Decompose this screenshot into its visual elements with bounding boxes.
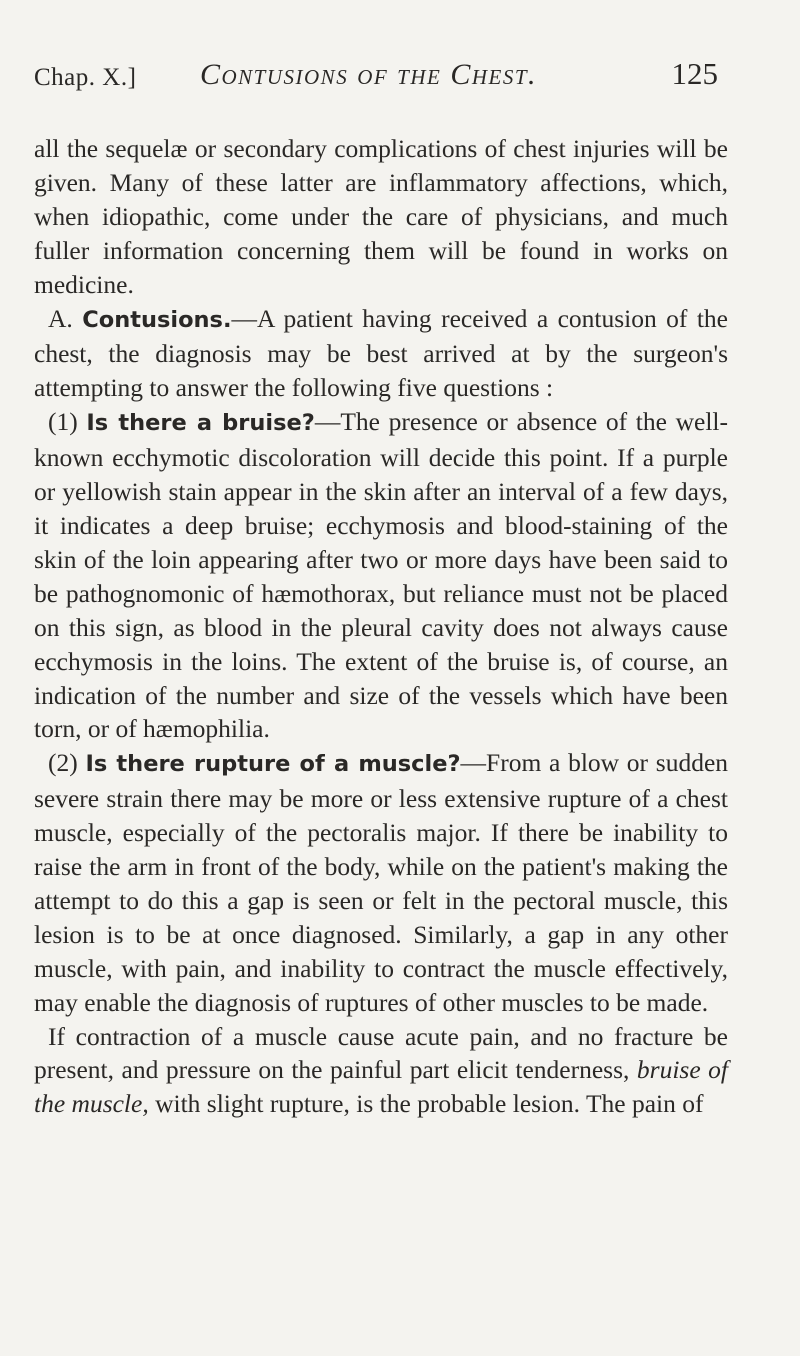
running-title: Contusions of the Chest. xyxy=(200,58,538,91)
question-number: (2) xyxy=(48,748,78,778)
paragraph-text: —A patient having received a contusion of the chest, the diagnosis may be best arrived at by the surgeon's attempting to answer the following five questions : xyxy=(34,303,728,403)
question-number: (1) xyxy=(48,407,78,437)
paragraph-contusions xyxy=(34,302,728,406)
chapter-reference: Chap. X.] xyxy=(34,64,137,91)
section-label: A. xyxy=(48,303,73,333)
paragraph-text: If contraction of a muscle cause acute pain, and no fracture be present, and pressure on the painful part elicit tenderness, xyxy=(34,1021,728,1085)
paragraph-text: —The presence or absence of the well-known ecchymotic discoloration will decide this point. If a purple or yellowish stain appear in the skin after an interval of a few days, it indicates a deep bruise; ecchymosis and blood-staining of the skin of the loin appearing after two or more days have been said to be pathognomonic of hæmothorax, but reliance must not be placed on this sign, as blood in the pleural cavity does not always cause ecchymosis in the loins. The extent of the bruise is, of course, an indication of the number and size of the vessels which have been torn, or of hæmophilia. xyxy=(34,407,728,744)
paragraph-contraction xyxy=(34,1020,728,1122)
page-number: 125 xyxy=(671,56,718,91)
paragraph-intro: all the sequelæ or secondary complications of chest injuries will be given. Many of these latter are inflammatory affections, which, when idiopathic, come under the care of physicians, and much fuller information concerning them will be found in works on medicine. xyxy=(34,134,728,299)
body-text xyxy=(34,132,728,1121)
question-heading-bruise: Is there a bruise? xyxy=(86,410,315,437)
emphasis-text: bruise of the muscle, xyxy=(34,1055,729,1119)
question-heading-rupture: Is there rupture of a muscle? xyxy=(85,751,461,778)
paragraph-text: —From a blow or sudden severe strain there may be more or less extensive rupture of a chest muscle, especially of the pectoralis major. If there be inability to raise the arm in front of the body, while on the patient's making the attempt to do this a gap is seen or felt in the pectoral muscle, this lesion is to be at once diagnosed. Similarly, a gap in any other muscle, with pain, and inability to contract the muscle effectively, may enable the diagnosis of ruptures of other muscles to be made. xyxy=(34,748,729,1017)
paragraph-question-bruise xyxy=(34,405,728,746)
running-head xyxy=(34,58,728,98)
paragraph-question-rupture xyxy=(34,746,728,1019)
section-heading-contusions: Contusions. xyxy=(82,306,232,333)
paragraph-text: with slight rupture, is the probable lesion. The pain of xyxy=(155,1089,704,1119)
